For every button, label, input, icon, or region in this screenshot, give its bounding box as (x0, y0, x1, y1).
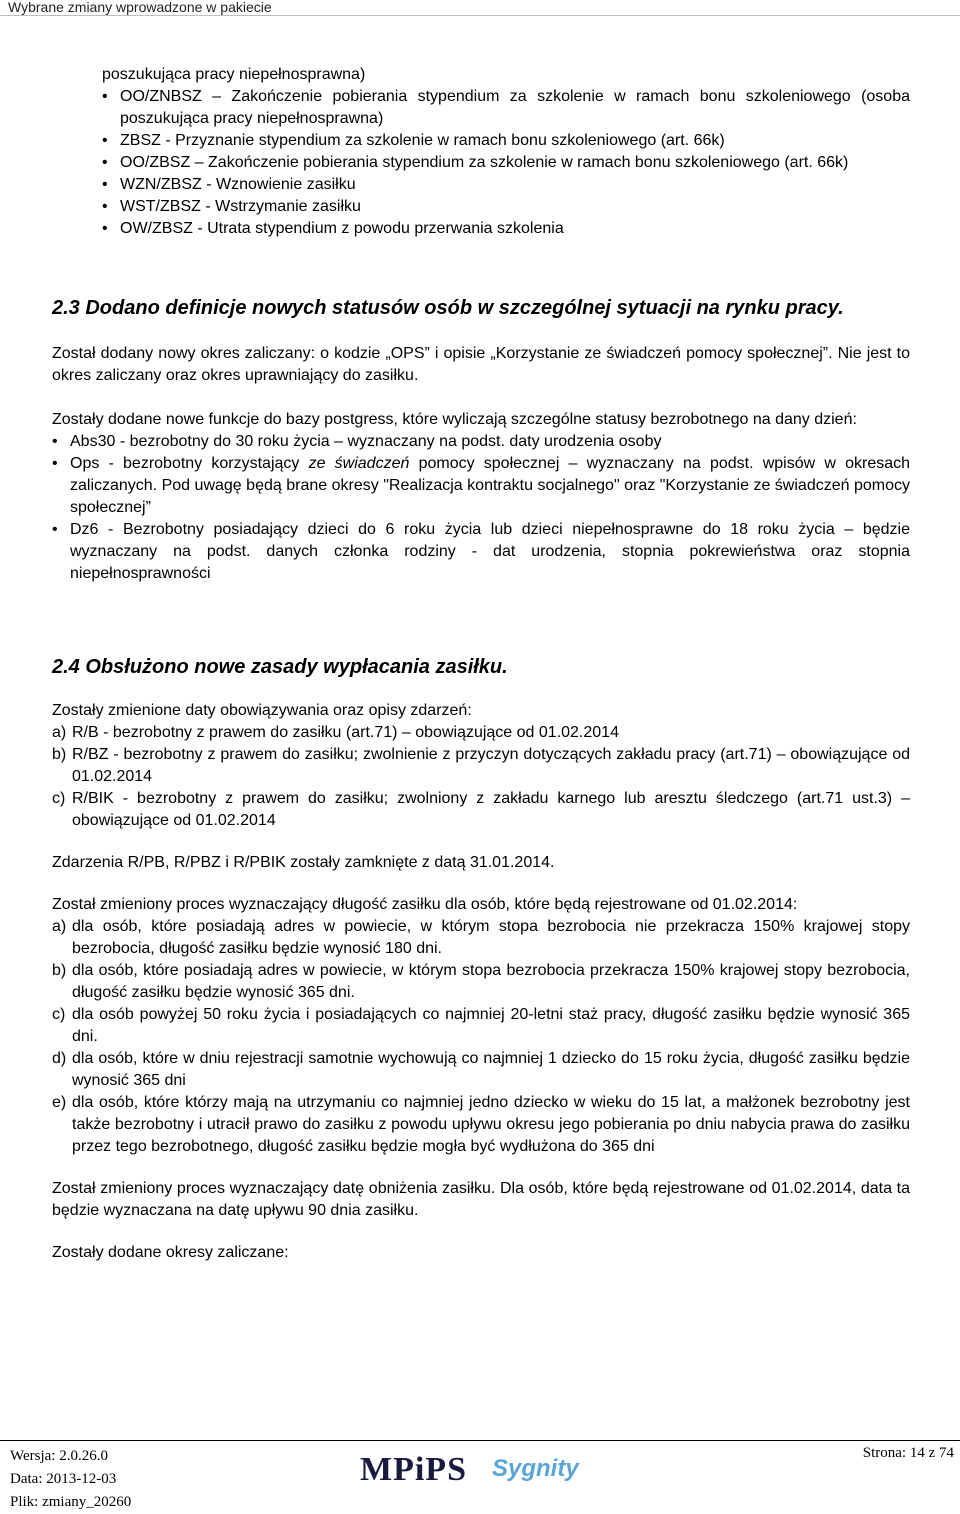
list-marker: a) (52, 724, 67, 741)
paragraph: Zostały dodane nowe funkcje do bazy postgress, które wyliczają szczególne statusy bezrobotnego na dany dzień: (52, 411, 857, 428)
page-footer (0, 1440, 960, 1514)
list-item (52, 1092, 910, 1158)
list-item: • OW/ZBSZ - Utrata stypendium z powodu przerwania szkolenia (102, 218, 910, 240)
footer-version: Wersja: 2.0.26.0 (10, 1448, 108, 1464)
header-title: Wybrane zmiany wprowadzone w pakiecie (8, 0, 272, 15)
list-marker: a) (52, 918, 67, 935)
footer-date: Data: 2013-12-03 (10, 1471, 117, 1487)
list-text: dla osób, które posiadają adres w powiecie, w którym stopa bezrobocia nie przekracza 150% krajowej stopy bezrobocia, długość zasiłku będzie wynosić 180 dni. (72, 918, 910, 957)
list-item: • WZN/ZBSZ - Wznowienie zasiłku (102, 174, 910, 196)
status-bullets (52, 431, 910, 585)
section-heading-2-4: 2.4 Obsłużono nowe zasady wypłacania zasiłku. (52, 656, 508, 678)
text-run: Ops - bezrobotny korzystający (70, 455, 309, 472)
list-marker: b) (52, 962, 67, 979)
list-item (52, 453, 910, 519)
list-text: dla osób, które posiadają adres w powiecie, w którym stopa bezrobocia przekracza 150% krajowej stopy bezrobocia, długość zasiłku będzie wynosić 365 dni. (72, 962, 910, 1001)
sygnity-logo: Sygnity (492, 1455, 579, 1482)
paragraph: Został zmieniony proces wyznaczający datę obniżenia zasiłku. Dla osób, które będą rejestrowane od 01.02.2014, data ta będzie wyznaczana na datę upływu 90 dnia zasiłku. (52, 1180, 910, 1219)
list-text: R/B - bezrobotny z prawem do zasiłku (art.71) – obowiązujące od 01.02.2014 (72, 724, 619, 741)
page-header (0, 0, 960, 16)
list-continuation: poszukująca pracy niepełnosprawna) (102, 66, 366, 83)
list-text: R/BIK - bezrobotny z prawem do zasiłku; zwolniony z zakładu karnego lub aresztu śledczego (art.71 ust.3) – obowiązujące od 01.02.2014 (72, 790, 910, 829)
footer-page-number: Strona: 14 z 74 (862, 1445, 954, 1461)
list-item: • ZBSZ - Przyznanie stypendium za szkolenie w ramach bonu szkoleniowego (art. 66k) (102, 130, 910, 152)
list-item (52, 1048, 910, 1092)
list-item: • WST/ZBSZ - Wstrzymanie zasiłku (102, 196, 910, 218)
event-changes-list (52, 722, 910, 832)
list-text: dla osób, które w dniu rejestracji samotnie wychowują co najmniej 1 dziecko do 15 roku życia, długość zasiłku będzie wynosić 365 dni (72, 1050, 910, 1089)
list-item: • OO/ZNBSZ – Zakończenie pobierania stypendium za szkolenie w ramach bonu szkoleniowego (osoba poszukująca pracy niepełnosprawna) (102, 86, 910, 130)
list-text: dla osób powyżej 50 roku życia i posiadających co najmniej 20-letni staż pracy, długość zasiłku będzie wynosić 365 dni. (72, 1006, 910, 1045)
text-run: pomocy społecznej – wyznaczany na podst. wpisów w okresach zaliczanych. Pod uwagę będą brane okresy "Realizacja kontraktu socjalnego" oraz "Korzystanie ze świadczeń pomocy społecznej” (70, 455, 911, 516)
list-item (52, 1004, 910, 1048)
list-item (52, 722, 910, 744)
paragraph: Został zmieniony proces wyznaczający długość zasiłku dla osób, które będą rejestrowane od 01.02.2014: (52, 896, 798, 913)
list-marker: d) (52, 1050, 67, 1067)
benefit-length-list (52, 916, 910, 1158)
list-marker: e) (52, 1094, 67, 1111)
list-item: • Dz6 - Bezrobotny posiadający dzieci do 6 roku życia lub dzieci niepełnosprawne do 18 roku życia – będzie wyznaczany na podst. danych członka rodziny - dat urodzenia, stopnia pokrewieństwa oraz stopnia niepełnosprawności (52, 519, 910, 585)
paragraph: Został dodany nowy okres zaliczany: o kodzie „OPS” i opisie „Korzystanie ze świadczeń pomocy społecznej”. Nie jest to okres zaliczany oraz okres uprawniający do zasiłku. (52, 345, 910, 384)
paragraph: Zostały zmienione daty obowiązywania oraz opisy zdarzeń: (52, 702, 472, 719)
list-marker: b) (52, 746, 67, 763)
paragraph: Zdarzenia R/PB, R/PBZ i R/PBIK zostały zamknięte z datą 31.01.2014. (52, 854, 555, 871)
mpips-logo: MPiPS (360, 1451, 467, 1488)
list-item: • OO/ZBSZ – Zakończenie pobierania stypendium za szkolenie w ramach bonu szkoleniowego (art. 66k) (102, 152, 910, 174)
section-heading-2-3: 2.3 Dodano definicje nowych statusów osób w szczególnej sytuacji na rynku pracy. (52, 297, 844, 319)
list-marker: c) (52, 1006, 66, 1023)
footer-meta (10, 1445, 131, 1514)
document-body (52, 64, 910, 1264)
event-list (102, 64, 910, 240)
list-item (52, 744, 910, 788)
list-text: dla osób, które którzy mają na utrzymaniu co najmniej jedno dziecko w wieku do 15 lat, a małżonek bezrobotny jest także bezrobotny i utracił prawo do zasiłku z powodu upływu okresu jego pobierania po dniu nabycia prawa do zasiłku przez tego bezrobotnego, długość zasiłku będzie mogła być wydłużona do 365 dni (72, 1094, 910, 1155)
footer-file: Plik: zmiany_20260 (10, 1494, 132, 1510)
paragraph: Zostały dodane okresy zaliczane: (52, 1244, 289, 1261)
list-text: R/BZ - bezrobotny z prawem do zasiłku; zwolnienie z przyczyn dotyczących zakładu pracy (art.71) – obowiązujące od 01.02.2014 (72, 746, 910, 785)
list-marker: c) (52, 790, 66, 807)
event-bullets (102, 86, 910, 240)
list-item (52, 960, 910, 1004)
list-item (52, 788, 910, 832)
list-item (52, 916, 910, 960)
text-run-italic: ze świadczeń (308, 455, 410, 472)
list-item: • Abs30 - bezrobotny do 30 roku życia – wyznaczany na podst. daty urodzenia osoby (52, 431, 910, 453)
